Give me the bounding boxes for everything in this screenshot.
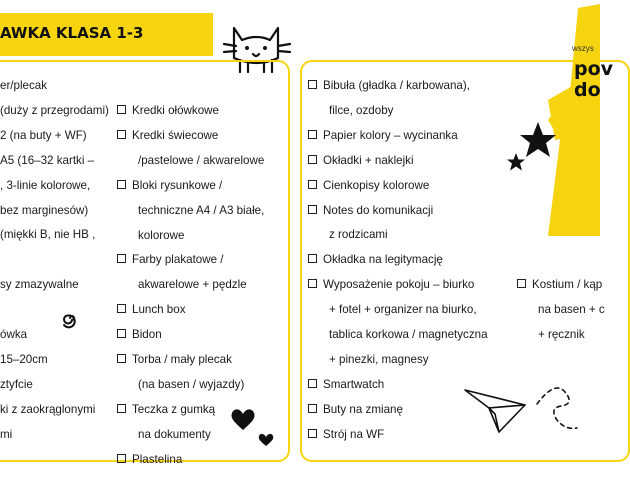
checklist-item-label: (duży z przegrodami) bbox=[0, 103, 109, 117]
checklist-item-label: Bloki rysunkowe / bbox=[132, 178, 223, 192]
checklist-item-label: bez marginesów) bbox=[0, 203, 89, 217]
checkbox-icon[interactable] bbox=[308, 205, 317, 214]
checklist-item-label: er/plecak bbox=[0, 79, 48, 92]
paper-plane-icon bbox=[465, 380, 595, 440]
checkbox-icon[interactable] bbox=[308, 180, 317, 189]
checkbox-icon[interactable] bbox=[117, 454, 126, 463]
checklist-item-label: Kostium / kąp bbox=[532, 278, 603, 291]
checklist-item-label: tablica korkowa / magnetyczna bbox=[329, 328, 488, 341]
checkbox-icon[interactable] bbox=[308, 429, 317, 438]
side-heading-line2: do bbox=[574, 79, 601, 101]
side-caption: wszys bbox=[572, 44, 594, 53]
checklist-item-label: Kredki ołówkowe bbox=[132, 104, 219, 117]
spiral-icon bbox=[58, 306, 82, 330]
checklist-item-label: Wyposażenie pokoju – biurko bbox=[323, 278, 475, 292]
checkbox-icon[interactable] bbox=[117, 180, 126, 189]
checklist-item-label: (na basen / wyjazdy) bbox=[138, 377, 245, 391]
checkbox-icon[interactable] bbox=[308, 379, 317, 388]
checklist-item-label: akwarelowe + pędzle bbox=[138, 278, 247, 292]
checklist-item-label: + fotel + organizer na biurko, bbox=[329, 303, 477, 317]
heart-icon bbox=[258, 433, 274, 447]
checkbox-icon[interactable] bbox=[117, 354, 126, 363]
checklist-item-label: Farby plakatowe / bbox=[132, 253, 224, 267]
checklist-item-label: Teczka z gumką bbox=[132, 402, 216, 416]
checklist-item-label: (miękki B, nie HB , bbox=[0, 228, 96, 242]
checklist-item-label: Okładki + naklejki bbox=[323, 153, 414, 167]
checkbox-icon[interactable] bbox=[308, 130, 317, 139]
checkbox-icon[interactable] bbox=[308, 155, 317, 164]
checklist-item-label: , 3-linie kolorowe, bbox=[0, 178, 91, 192]
checklist-item-label: Strój na WF bbox=[323, 427, 385, 441]
checklist-item-label: sy zmazywalne bbox=[0, 278, 79, 292]
checkbox-icon[interactable] bbox=[308, 404, 317, 413]
checklist-item-label: ówka bbox=[0, 328, 28, 341]
checklist-item-label: Kredki świecowe bbox=[132, 128, 219, 142]
checklist-item-label: techniczne A4 / A3 białe, bbox=[138, 203, 265, 217]
checklist-item-label: Smartwatch bbox=[323, 377, 385, 391]
star-icon bbox=[506, 152, 526, 172]
checklist-item-label: Lunch box bbox=[132, 303, 186, 317]
checkbox-icon[interactable] bbox=[308, 254, 317, 263]
checklist-item-label: 2 (na buty + WF) bbox=[0, 128, 87, 142]
checklist-item-label: Bibuła (gładka / karbowana), bbox=[323, 79, 470, 92]
checklist-item-label: ztyfcie bbox=[0, 377, 33, 391]
checkbox-icon[interactable] bbox=[117, 304, 126, 313]
checkbox-icon[interactable] bbox=[308, 279, 317, 288]
checkbox-icon[interactable] bbox=[117, 329, 126, 338]
checklist-item-label: Notes do komunikacji bbox=[323, 203, 434, 217]
side-heading-line1: pov bbox=[574, 58, 614, 80]
checklist-item-label: Torba / mały plecak bbox=[132, 353, 232, 366]
checklist-item-label: Bidon bbox=[132, 328, 162, 342]
page-title: AWKA KLASA 1-3 bbox=[0, 24, 144, 42]
heart-icon bbox=[230, 408, 256, 432]
checklist-item-label: Okładka na legitymację bbox=[323, 253, 443, 267]
checklist-item-label: ki z zaokrąglonymi bbox=[0, 402, 96, 416]
checklist-item-label: Cienkopisy kolorowe bbox=[323, 178, 430, 192]
checkbox-icon[interactable] bbox=[117, 105, 126, 114]
checklist-item-label: na basen + c bbox=[538, 302, 605, 316]
checklist-item-label: kolorowe bbox=[138, 228, 185, 242]
checklist-item-label: na dokumenty bbox=[138, 427, 211, 441]
checklist-item-label: filce, ozdoby bbox=[329, 103, 394, 117]
checklist-item-label: /pastelowe / akwarelowe bbox=[138, 153, 265, 167]
checkbox-icon[interactable] bbox=[117, 404, 126, 413]
checklist-item-label: Buty na zmianę bbox=[323, 402, 403, 416]
checklist-item-label: Papier kolory – wycinanka bbox=[323, 128, 458, 142]
checkbox-icon[interactable] bbox=[308, 80, 317, 89]
checkbox-icon[interactable] bbox=[117, 130, 126, 139]
checkbox-icon[interactable] bbox=[117, 254, 126, 263]
checklist-item-label: z rodzicami bbox=[329, 228, 388, 242]
checklist-item-label: + ręcznik bbox=[538, 327, 585, 341]
checklist-item-label: 15–20cm bbox=[0, 352, 48, 366]
checklist-item-label: mi bbox=[0, 427, 13, 441]
checklist-item-label: A5 (16–32 kartki – bbox=[0, 153, 95, 167]
checkbox-icon[interactable] bbox=[517, 279, 526, 288]
checklist-item-label: + pinezki, magnesy bbox=[329, 352, 429, 366]
checklist-item-label: Plastelina bbox=[132, 452, 183, 466]
